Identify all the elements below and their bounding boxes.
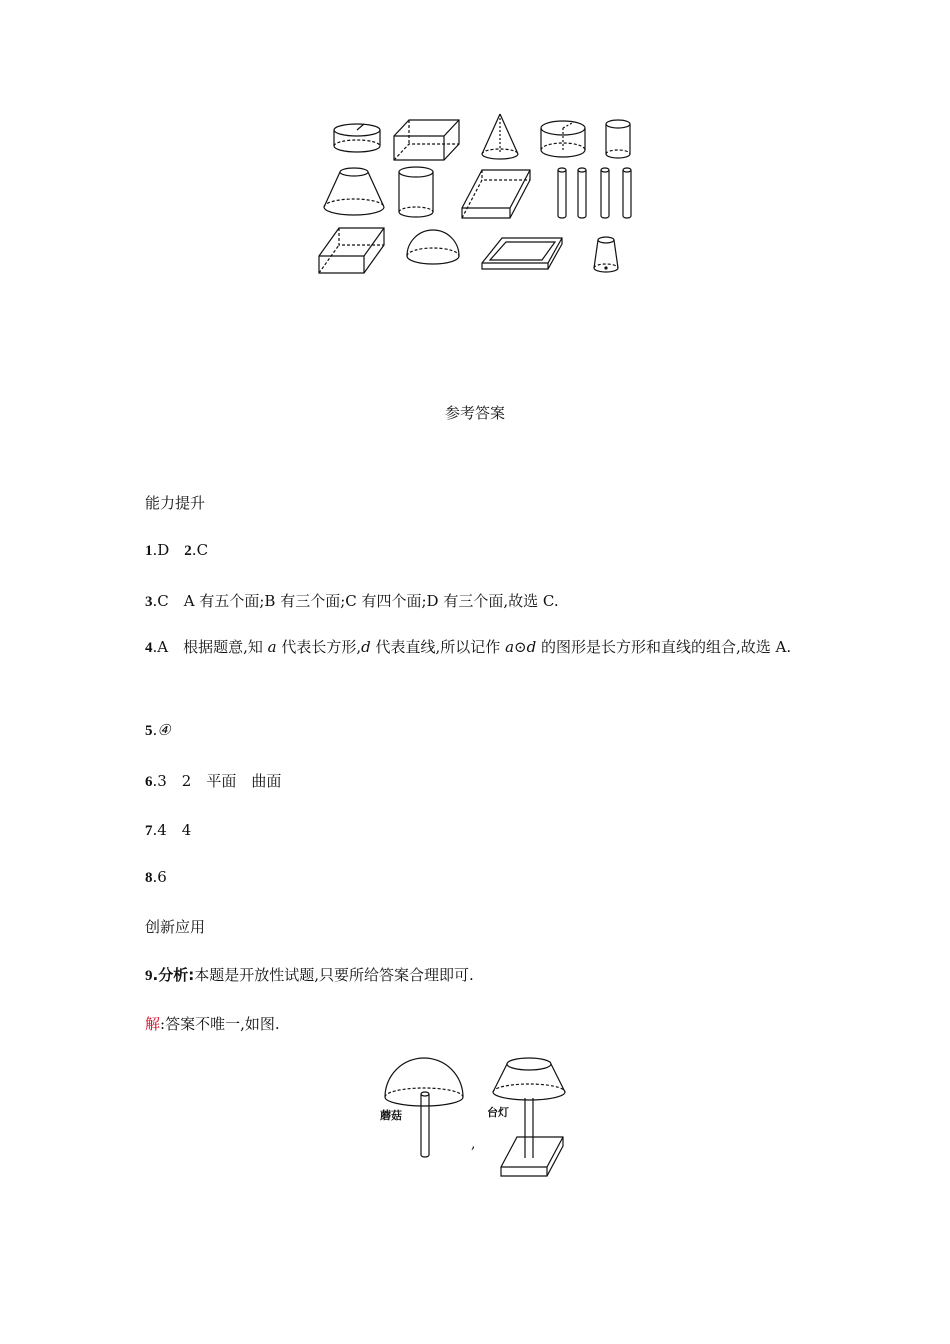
answer-number: 1 xyxy=(145,543,153,559)
answer-text: .A 根据题意,知 xyxy=(152,638,268,656)
answer-4 xyxy=(145,631,815,665)
section-heading-innovation: 创新应用 xyxy=(145,918,206,936)
solution-line xyxy=(145,1013,280,1034)
answer-text: .3 2 平面 曲面 xyxy=(152,772,282,790)
cone-shape xyxy=(482,114,518,159)
slab-shape xyxy=(482,238,562,269)
page-title: 参考答案 xyxy=(444,404,505,422)
answer-6 xyxy=(145,770,281,791)
answer-number: 6 xyxy=(145,774,153,790)
answer-1-2 xyxy=(145,541,208,560)
variable-a: a xyxy=(267,638,277,656)
answer-text: 代表长方形, xyxy=(276,638,362,656)
small-cylinder-shape xyxy=(606,120,630,158)
answer-text: .D xyxy=(152,541,170,559)
answer-text: .C xyxy=(191,541,209,559)
answer-number: 3 xyxy=(145,594,153,610)
answer-8 xyxy=(145,868,167,887)
answer-number: 8 xyxy=(145,870,153,886)
cylinder-shape-1 xyxy=(541,121,585,157)
frustum-shape xyxy=(324,168,384,215)
answer-text: .C A 有五个面;B 有三个面;C 有四个面;D 有三个面,故选 C. xyxy=(152,592,559,610)
flat-box-shape xyxy=(462,170,530,218)
cuboid-shape-1 xyxy=(394,120,459,160)
section-heading-ability: 能力提升 xyxy=(145,494,206,512)
answer-text: 本题是开放性试题,只要所给答案合理即可. xyxy=(194,966,474,984)
answer-number: 4 xyxy=(145,640,153,656)
answer-text: .6 xyxy=(152,868,167,886)
answer-number: 2 xyxy=(184,543,192,559)
small-frustum-shape xyxy=(594,237,618,272)
answer-3 xyxy=(145,590,559,611)
solution-label: 解 xyxy=(145,1015,161,1033)
answer-text: 的图形是长方形和直线的组合,故选 A. xyxy=(536,638,792,656)
expression-a-odot-d: a⊙d xyxy=(505,638,537,656)
answer-text: 代表直线,所以记作 xyxy=(370,638,506,656)
answer-number: 9 xyxy=(145,968,153,984)
hemisphere-shape xyxy=(407,230,459,264)
cuboid-shape-2 xyxy=(319,228,384,273)
answer-text: :答案不唯一,如图. xyxy=(160,1015,280,1033)
cylinder-shape-2 xyxy=(399,167,433,217)
answer-5 xyxy=(145,721,171,740)
answer-9 xyxy=(145,964,474,985)
answer-text: .④ xyxy=(152,721,171,739)
solids-figure xyxy=(312,108,647,283)
answer-text: .4 4 xyxy=(152,821,192,839)
answer-7 xyxy=(145,819,191,840)
analysis-label: .分析: xyxy=(152,966,195,984)
mushroom-lamp-figure xyxy=(375,1052,575,1177)
lamp-label: 台灯 xyxy=(487,1106,509,1119)
flat-cylinder-shape xyxy=(334,124,380,152)
answer-number: 7 xyxy=(145,823,153,839)
mushroom-label: 蘑菇 xyxy=(380,1109,402,1122)
answer-number: 5 xyxy=(145,723,153,739)
rods-shape xyxy=(558,168,631,218)
variable-d: d xyxy=(361,638,371,656)
figure-comma: , xyxy=(471,1136,476,1152)
